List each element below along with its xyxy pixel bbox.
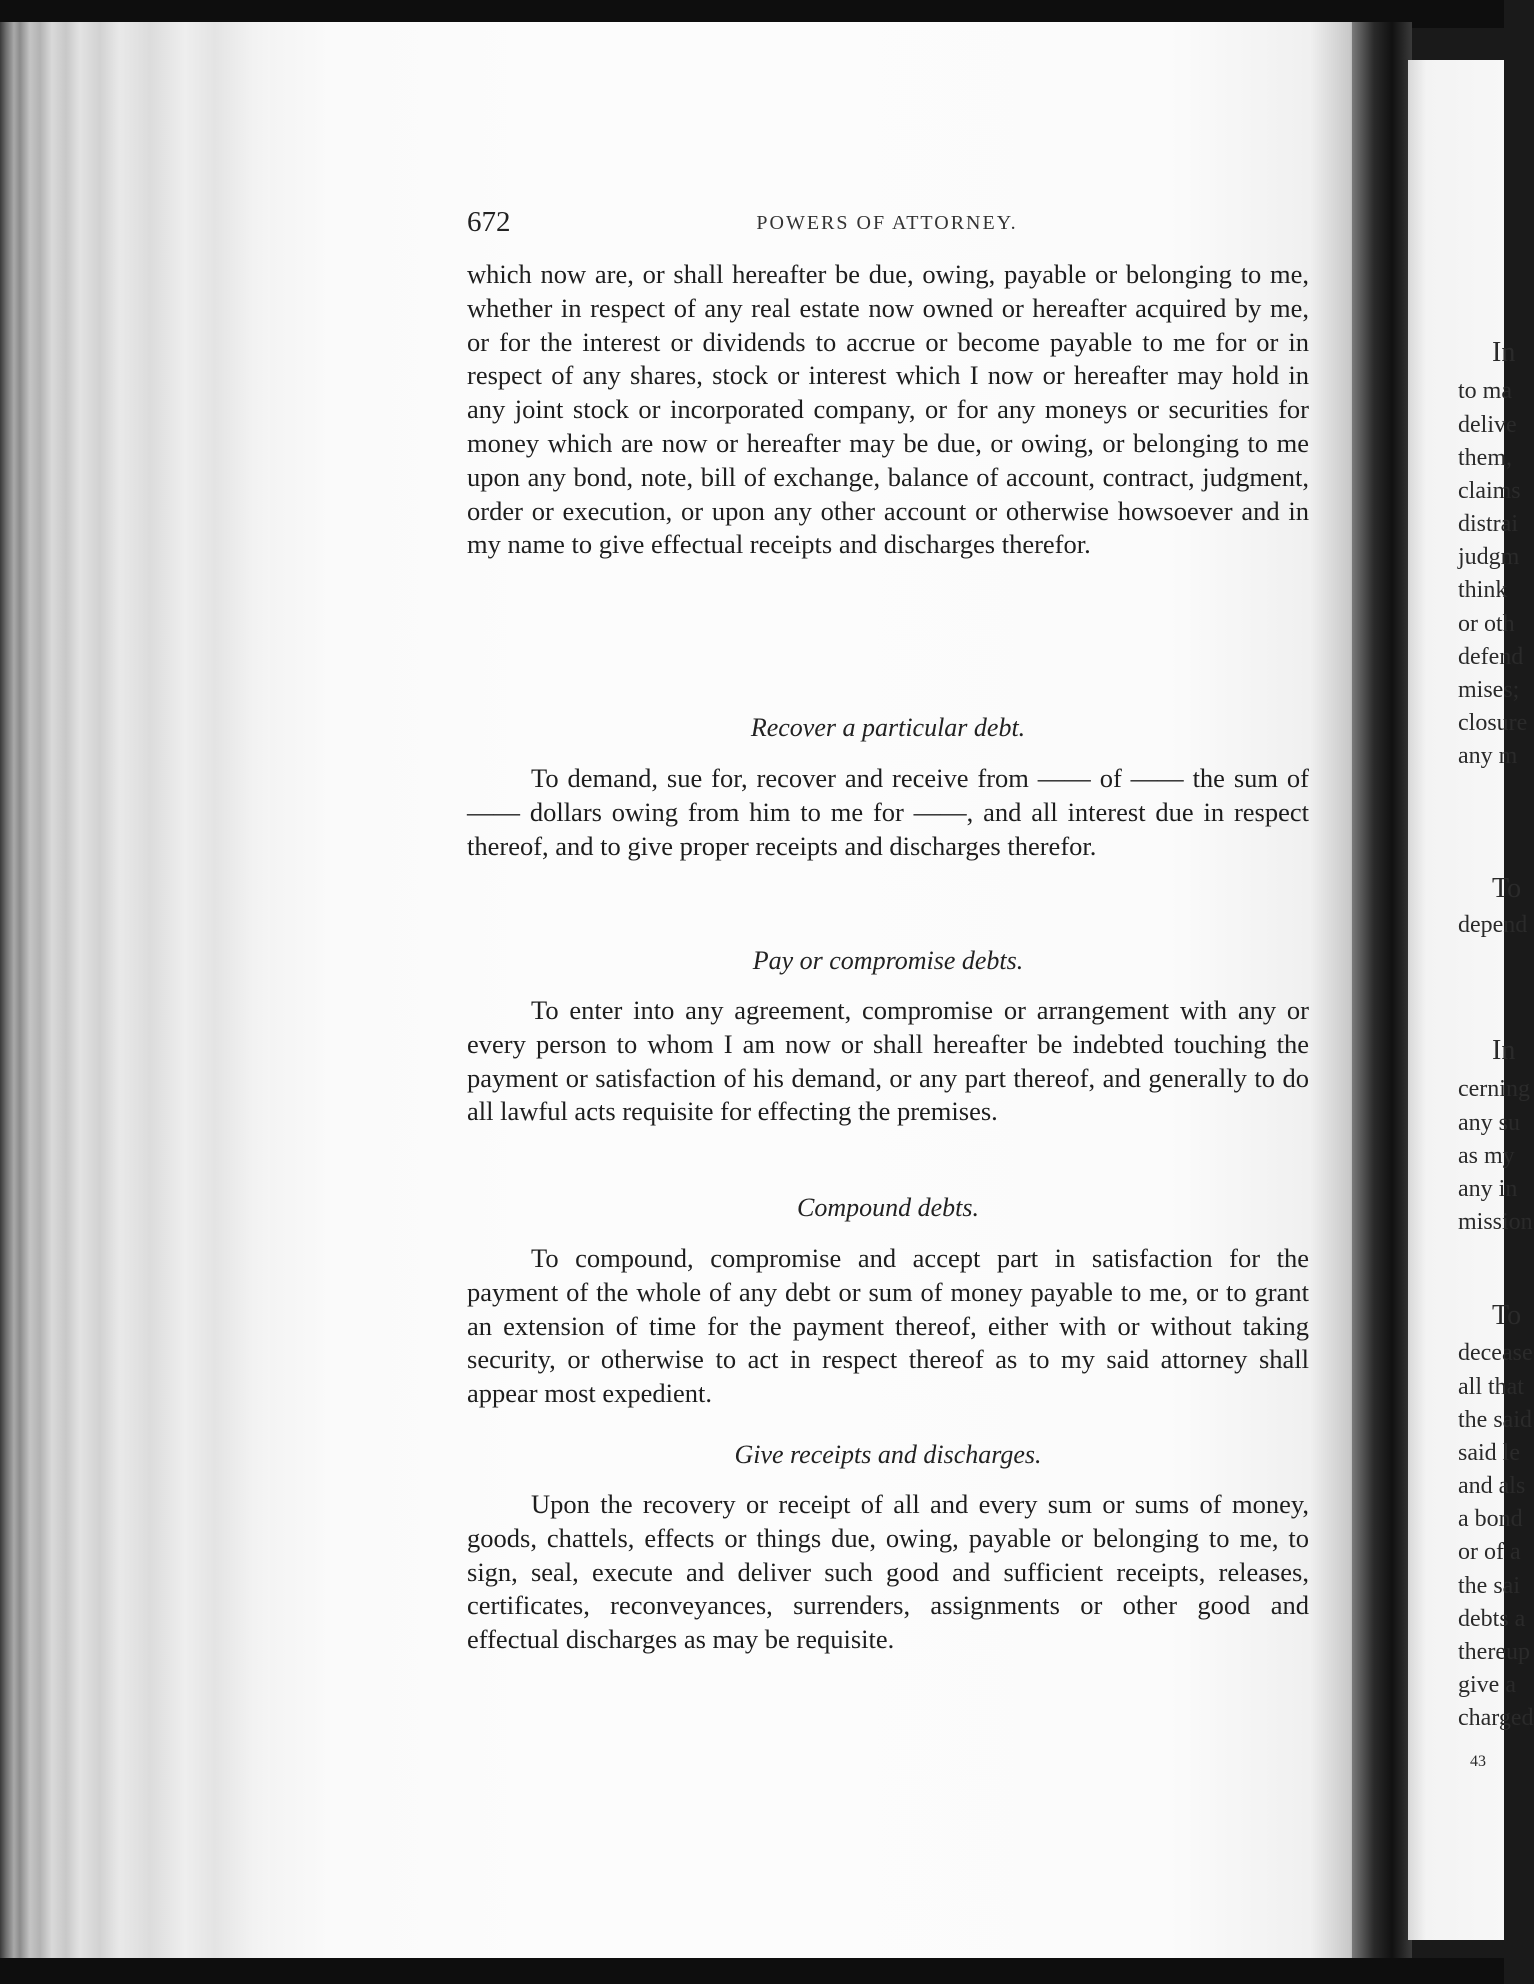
- facing-fragment: decease: [1458, 1340, 1533, 1366]
- facing-fragment: delive: [1458, 412, 1517, 438]
- scan-bottom-border: [0, 1958, 1504, 1984]
- facing-fragment: to ma: [1458, 378, 1512, 404]
- facing-fragment: charged: [1458, 1705, 1534, 1731]
- section-paragraph: Upon the recovery or receipt of all and every sum or sums of money, goods, chattels, effects or things due, owing, payable or belonging to me, to sign, seal, execute and deliver such good and sufficient receipts, releases, certificates, reconveyances, surrenders, assignments or other good and effectual discharges as may be requisite.: [467, 1489, 1309, 1655]
- facing-fragment: think: [1458, 577, 1508, 603]
- page-edges: [0, 22, 280, 1962]
- facing-fragment: To: [1492, 1300, 1522, 1331]
- facing-fragment: mises;: [1458, 677, 1520, 703]
- facing-fragment: judgm: [1458, 544, 1520, 570]
- section-heading: Give receipts and discharges.: [734, 1440, 1042, 1469]
- facing-fragment: cerning: [1458, 1076, 1530, 1102]
- facing-fragment: or oth: [1458, 611, 1515, 637]
- page-header: [467, 206, 1309, 242]
- book-gutter: [1352, 22, 1412, 1962]
- facing-fragment: said le: [1458, 1440, 1520, 1466]
- facing-fragment: closure: [1458, 710, 1528, 736]
- section-heading: Pay or compromise debts.: [752, 946, 1024, 975]
- facing-fragment: depend: [1458, 912, 1528, 938]
- facing-fragment: thereup: [1458, 1639, 1530, 1665]
- section-paragraph: To compound, compromise and accept part in satisfaction for the payment of the whole of any debt or sum of money payable to me, or to grant an extension of time for the payment thereof, either with or without taking security, or otherwise to act in respect thereof as to my said attorney shall appear most expedient.: [467, 1243, 1309, 1409]
- facing-fragment: any in: [1458, 1176, 1518, 1202]
- facing-fragment: the said: [1458, 1407, 1532, 1433]
- facing-fragment: them,: [1458, 445, 1512, 471]
- facing-fragment: the sai: [1458, 1573, 1520, 1599]
- section-heading: Recover a particular debt.: [750, 713, 1026, 742]
- section-paragraph: To demand, sue for, recover and receive from —— of —— the sum of —— dollars owing from him to me for ——, and all interest due in respect thereof, and to give proper receipts and discharges therefor.: [467, 763, 1309, 861]
- section-heading: Compound debts.: [797, 1193, 979, 1222]
- facing-fragment: or of a: [1458, 1539, 1521, 1565]
- facing-fragment: In: [1492, 1035, 1516, 1066]
- facing-fragment: claims: [1458, 478, 1521, 504]
- facing-page-signature: 43: [1470, 1753, 1486, 1770]
- facing-fragment: give a: [1458, 1672, 1516, 1698]
- facing-fragment: a bond: [1458, 1506, 1523, 1532]
- facing-fragment: debts a: [1458, 1606, 1526, 1632]
- page-number: 672: [467, 206, 511, 238]
- intro-paragraph: which now are, or shall hereafter be due, owing, payable or belonging to me, whether in respect of any real estate now owned or hereafter acquired by me, or for the interest or dividends to accrue or become payable to me for or in respect of any shares, stock or interest which I now or hereafter may hold in any joint stock or incorporated company, or for any moneys or securities for money which are now or hereafter may be due, or owing, or belonging to me upon any bond, note, bill of exchange, balance of account, contract, judgment, order or execution, or upon any other account or otherwise howsoever and in my name to give effectual receipts and discharges therefor.: [467, 259, 1309, 560]
- facing-fragment: In: [1492, 337, 1516, 368]
- running-head: POWERS OF ATTORNEY.: [756, 212, 1018, 234]
- facing-fragment: as my: [1458, 1143, 1515, 1169]
- section-paragraph: To enter into any agreement, compromise or arrangement with any or every person to whom I am now or shall hereafter be indebted touching the payment or satisfaction of his demand, or any part thereof, and generally to do all lawful acts requisite for effecting the premises.: [467, 995, 1309, 1127]
- facing-fragment: all that: [1458, 1374, 1524, 1400]
- facing-fragment: To: [1492, 873, 1522, 904]
- facing-fragment: distrai: [1458, 511, 1518, 537]
- facing-page: [1408, 60, 1534, 1940]
- facing-fragment: any su: [1458, 1110, 1520, 1136]
- facing-fragment: mission: [1458, 1209, 1533, 1235]
- facing-fragment: and als: [1458, 1473, 1526, 1499]
- facing-fragment: defend: [1458, 644, 1524, 670]
- facing-fragment: any m: [1458, 743, 1518, 769]
